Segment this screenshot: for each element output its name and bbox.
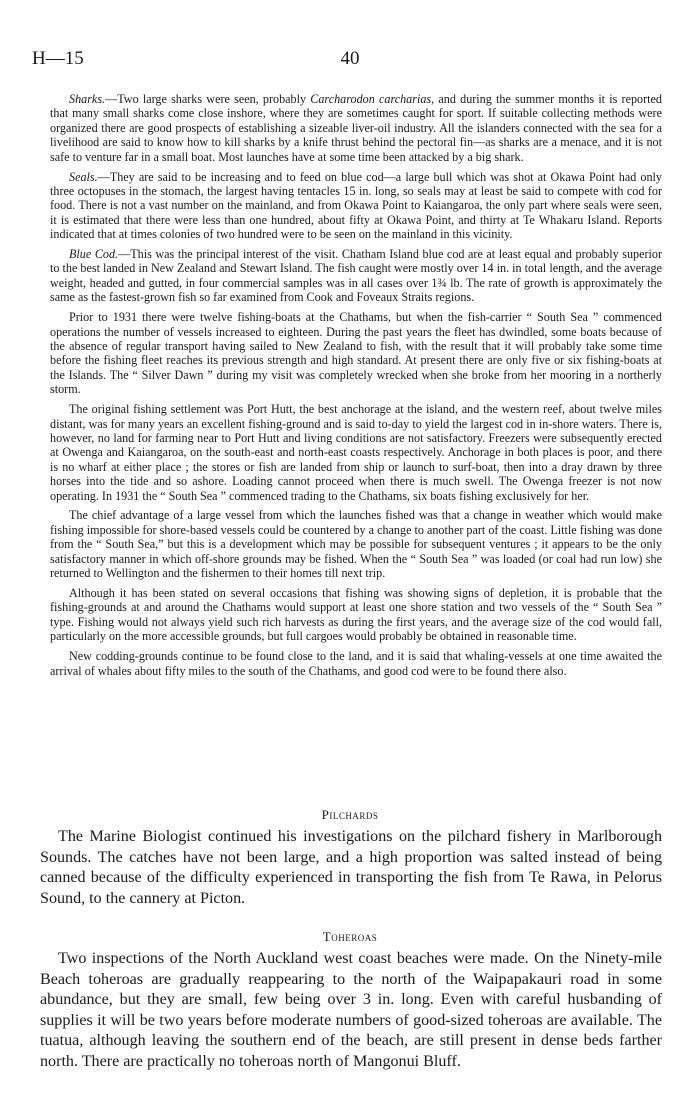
paragraph-text: —They are said to be increasing and to feed on blue cod—a large bull which was shot at Okawa Point had only three octopuses in the stomach, the largest having tentacles 15 in. long, so seals may at least be said to compete with cod for food. There is not a vast number on the mainland, and from Okawa Point to Kaiangaroa, the only part where seals were seen, it is estimated that there were less than one hundred, about fifty at Okawa Point, and thirty at Te Whakaru Island. Reports indicated that at times colonies of two hundred were to be seen on the mainland in this vicinity. (50, 169, 662, 242)
heading-toheroas: Toheroas (322, 929, 378, 944)
paragraph-text: Prior to 1931 there were twelve fishing-boats at the Chathams, but when the fish-carrier “ South Sea ” commenced operations the number of vessels increased to eighteen. During the past years the fleet has dwindled, some boats because of the absence of regular transport having sailed to New Zealand to fish, with the result that it will probably take some time before the fishing fleet reaches its previous strength and high standard. At present there are only five or six fishing-boats at the Islands. The “ Silver Dawn ” during my visit was completely wrecked when she broke from her mooring in a northerly storm. (50, 310, 662, 397)
paragraph-text: —This was the principal interest of the visit. Chatham Island blue cod are at least equal and probably superior to the best landed in New Zealand and Stewart Island. The fish caught were mostly over 14 in. in total length, and the average weight, headed and gutted, in four commercial samples was in all cases over 1¾ lb. The rate of growth is approximately the same as the fastest-grown fish so far examined from Cook and Foveaux Straits regions. (50, 247, 662, 305)
report-paragraph (50, 310, 662, 396)
species-name: Carcharodon carcharias (310, 92, 432, 106)
pilchards-paragraph: The Marine Biologist continued his investigations on the pilchard fishery in Marlborough Sounds. The catches have not been large, and a high proportion was salted instead of being canned because of the difficulty experienced in transporting the fish from Te Rawa, in Pelorus Sound, to the cannery at Picton. (40, 828, 662, 907)
page-number: 40 (340, 48, 360, 69)
paragraph-text: The original fishing settlement was Port Hutt, the best anchorage at the island, and the western reef, about twelve miles distant, was for many years an excellent fishing-ground and is said to-day to yield the largest cod in in-shore waters. There is, however, no land for farming near to Port Hutt and living conditions are not satisfactory. Freezers were subsequently erected at Owenga and Kaiangaroa, on the south-east and north-east coasts respectively. Anchorage in both places is poor, and there is no wharf at either place ; the stores or fish are landed from ship or launch to surf-boat, then into a dray drawn by three horses into the tide and so ashore. Loading cannot proceed when there is much swell. The Owenga freezer is not now operating. In 1931 the “ South Sea ” commenced trading to the Chathams, six boats fishing exclusively for her. (50, 402, 662, 503)
report-paragraph (50, 586, 662, 644)
report-paragraph (50, 247, 662, 305)
paragraph-lead: Sharks. (69, 92, 106, 106)
heading-pilchards: Pilchards (321, 807, 379, 822)
paragraph-lead: Blue Cod. (69, 247, 119, 262)
paragraph-text: , and during the summer months it is reported that many small sharks come close inshore, where they are sometimes caught for sport. If suitable collecting methods were organized there are good prospects of establishing a sizeable liver-oil industry. All the islanders connected with the sea for a livelihood are said to know how to kill sharks by a knife thrust behind the pectoral fin—as sharks are a menace, and it is not safe to venture far in a small boat. Most launches have at some time been attacked by a big shark. (50, 92, 663, 164)
report-paragraph (50, 402, 662, 503)
paragraph-lead: Seals. (69, 169, 98, 184)
report-paragraph (50, 508, 662, 580)
toheroas-section (40, 949, 662, 1073)
report-paragraph (50, 92, 662, 164)
report-paragraph (50, 649, 662, 678)
paragraph-text: Although it has been stated on several occasions that fishing was showing signs of depletion, it is probable that the fishing-grounds at and around the Chathams would support at least one shore station and two vessels of the “ South Sea ” type. Fishing would not always yield such rich harvests as during the first years, and the average size of the cod would fall, particularly on the more accessible grounds, but full cargoes would probably be obtained in reasonable time. (50, 586, 662, 644)
document-reference: H—15 (32, 48, 84, 69)
page-header (0, 48, 700, 74)
pilchards-section (40, 827, 662, 909)
paragraph-text: New codding-grounds continue to be found close to the land, and it is said that whaling-vessels at one time awaited the arrival of whales about fifty miles to the south of the Chathams, and good cod were to be found there also. (50, 649, 662, 678)
fisheries-report-body (50, 92, 662, 683)
paragraph-text: The chief advantage of a large vessel from which the launches fished was that a change in weather which would make fishing impossible for shore-based vessels could be countered by a change to another part of the coast. Little fishing was done from the “ South Sea,” but this is a development which may be possible for subsequent ventures ; it appears to be the only satisfactory manner in which off-shore grounds may be fished. When the “ South Sea ” was loaded (or coal had run low) she returned to Wellington and the fishermen to their homes till next trip. (50, 508, 662, 581)
toheroas-paragraph: Two inspections of the North Auckland west coast beaches were made. On the Ninety-mile Beach toheroas are gradually reappearing to the north of the Waipapakauri road in some abundance, but they are small, few being over 3 in. long. Even with careful husbanding of supplies it will be two years before moderate numbers of good-sized toheroas are available. The tuatua, although leaving the southern end of the beach, are still present in dense beds farther north. There are practically no toheroas north of Mangonui Bluff. (40, 950, 662, 1070)
report-paragraph (50, 170, 662, 242)
paragraph-text: —Two large sharks were seen, probably (105, 92, 311, 106)
